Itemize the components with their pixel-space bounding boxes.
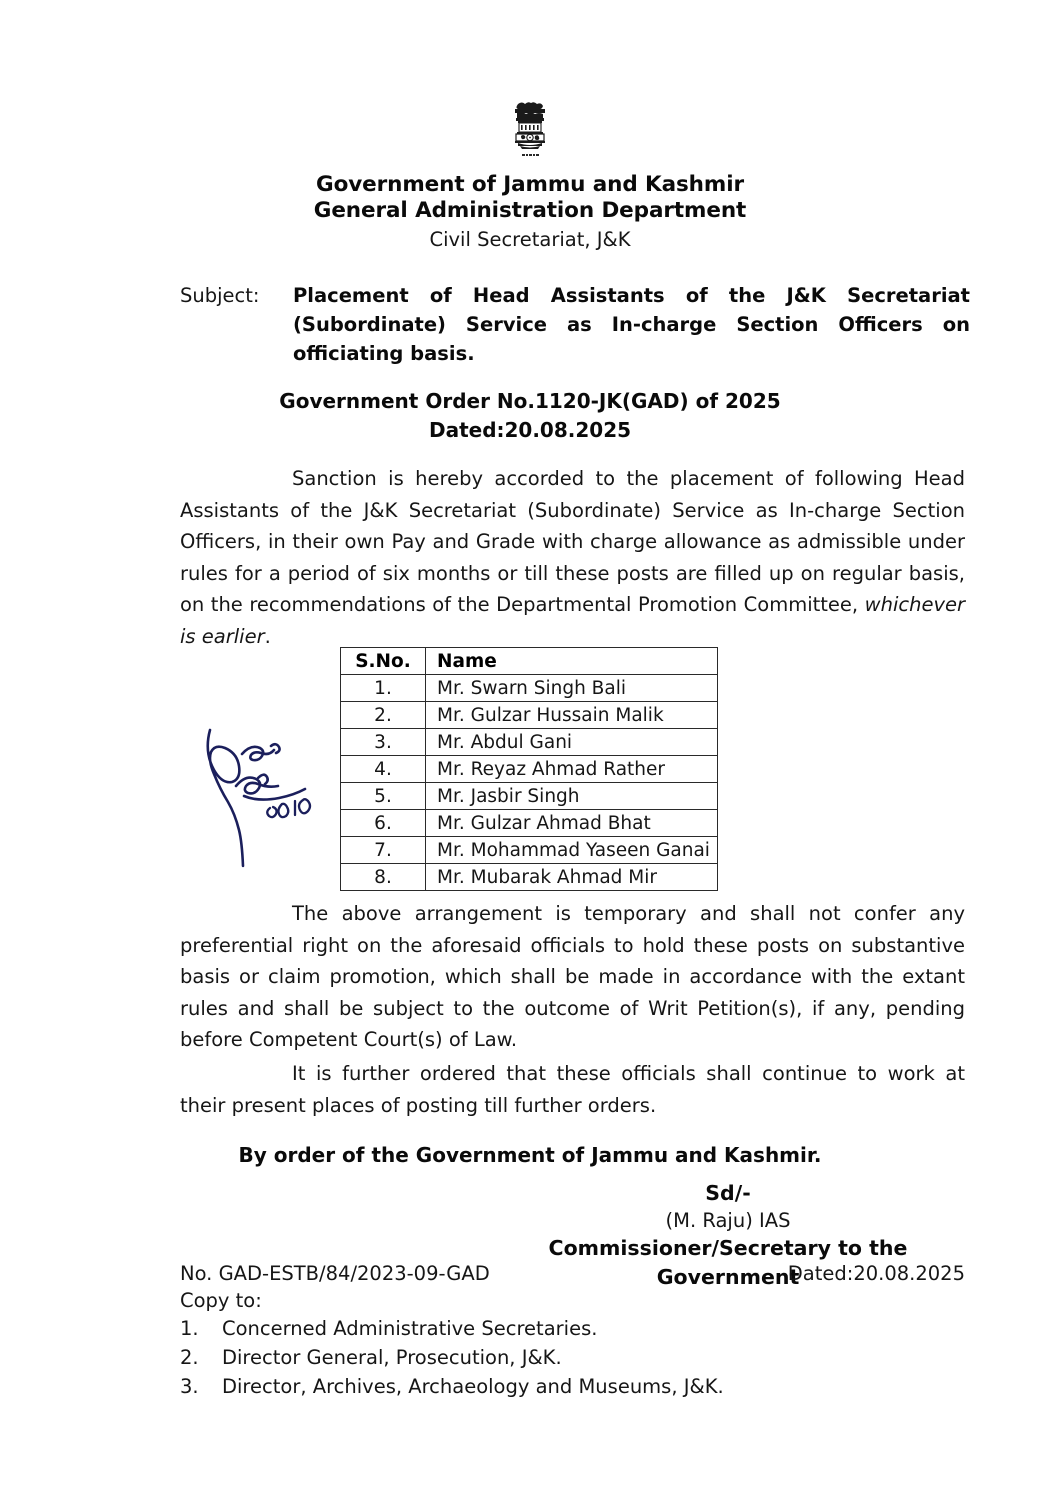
list-item-number: 1.: [180, 1317, 199, 1340]
officers-table: [340, 647, 718, 891]
order-number-block: [0, 387, 1060, 445]
cell-name: Mr. Mohammad Yaseen Ganai: [426, 837, 718, 864]
table-row: [341, 702, 718, 729]
handwritten-signature: [196, 700, 326, 875]
subject-block: [180, 281, 970, 368]
cell-sno: 2.: [341, 702, 426, 729]
header-secretariat-line: Civil Secretariat, J&K: [429, 228, 631, 251]
table-row: [341, 675, 718, 702]
sanction-text-italic: whichever is earlier: [180, 593, 965, 648]
signoff-designation: Commissioner/Secretary to the Government: [548, 1236, 908, 1289]
order-date: Dated:20.08.2025: [428, 418, 632, 442]
table-row: [341, 837, 718, 864]
table-row: [341, 783, 718, 810]
cell-sno: 7.: [341, 837, 426, 864]
sanction-text-part2: .: [264, 624, 271, 648]
cell-name: Mr. Jasbir Singh: [426, 783, 718, 810]
state-emblem-icon: [504, 100, 556, 166]
cell-sno: 3.: [341, 729, 426, 756]
order-number: Government Order No.1120-JK(GAD) of 2025: [279, 389, 781, 413]
posting-paragraph: [180, 1058, 965, 1121]
copy-to-list: [180, 1314, 965, 1401]
list-item-text: Director, Archives, Archaeology and Museums, J&K.: [222, 1375, 724, 1398]
list-item: [180, 1372, 965, 1401]
arrangement-paragraph: [180, 898, 965, 1056]
list-item-number: 3.: [180, 1375, 199, 1398]
posting-text: It is further ordered that these officials shall continue to work at their present places of posting till further orders.: [180, 1062, 965, 1117]
subject-label: Subject:: [180, 284, 260, 307]
emblem-container: [0, 100, 1060, 170]
cell-sno: 5.: [341, 783, 426, 810]
copy-to-label: Copy to:: [180, 1289, 262, 1312]
cell-name: Mr. Gulzar Ahmad Bhat: [426, 810, 718, 837]
cell-name: Mr. Abdul Gani: [426, 729, 718, 756]
list-item-text: Director General, Prosecution, J&K.: [222, 1346, 562, 1369]
list-item-number: 2.: [180, 1346, 199, 1369]
column-header-sno: S.No.: [341, 648, 426, 675]
cell-sno: 1.: [341, 675, 426, 702]
cell-sno: 8.: [341, 864, 426, 891]
cell-name: Mr. Gulzar Hussain Malik: [426, 702, 718, 729]
footer-reference-row: [180, 1260, 965, 1287]
sanction-paragraph: [180, 463, 965, 652]
table-header-row: [341, 648, 718, 675]
table-row: [341, 756, 718, 783]
list-item: [180, 1343, 965, 1372]
file-number: No. GAD-ESTB/84/2023-09-GAD: [180, 1262, 490, 1285]
signoff-name: (M. Raju) IAS: [665, 1209, 791, 1232]
column-header-name: Name: [426, 648, 718, 675]
subject-text: Placement of Head Assistants of the J&K Secretariat (Subordinate) Service as In-charge Section Officers on officiating basis.: [293, 284, 970, 365]
sanction-text-part1: Sanction is hereby accorded to the placement of following Head Assistants of the J&K Secretariat (Subordinate) Service as In-charge Section Officers, in their own Pay and Grade with charge allowance as admissible under rules for a period of six months or till these posts are filled up on regular basis, on the recommendations of the Departmental Promotion Committee,: [180, 467, 965, 616]
table-row: [341, 729, 718, 756]
table-row: [341, 810, 718, 837]
cell-name: Mr. Swarn Singh Bali: [426, 675, 718, 702]
list-item-text: Concerned Administrative Secretaries.: [222, 1317, 598, 1340]
table-row: [341, 864, 718, 891]
document-header: [0, 172, 1060, 253]
cell-name: Mr. Mubarak Ahmad Mir: [426, 864, 718, 891]
document-footer: [180, 1260, 965, 1401]
footer-date: Dated:20.08.2025: [787, 1262, 965, 1285]
table-body: [341, 675, 718, 891]
cell-sno: 4.: [341, 756, 426, 783]
cell-sno: 6.: [341, 810, 426, 837]
signoff-sd: Sd/-: [705, 1181, 751, 1205]
header-department-line: General Administration Department: [313, 198, 747, 223]
arrangement-text: The above arrangement is temporary and shall not confer any preferential right on the aforesaid officials to hold these posts on substantive basis or claim promotion, which shall be made in accordance with the extant rules and shall be subject to the outcome of Writ Petition(s), if any, pending before Competent Court(s) of Law.: [180, 902, 965, 1051]
cell-name: Mr. Reyaz Ahmad Rather: [426, 756, 718, 783]
by-order-line: By order of the Government of Jammu and Kashmir.: [238, 1143, 822, 1167]
list-item: [180, 1314, 965, 1343]
header-government-line: Government of Jammu and Kashmir: [316, 172, 744, 197]
